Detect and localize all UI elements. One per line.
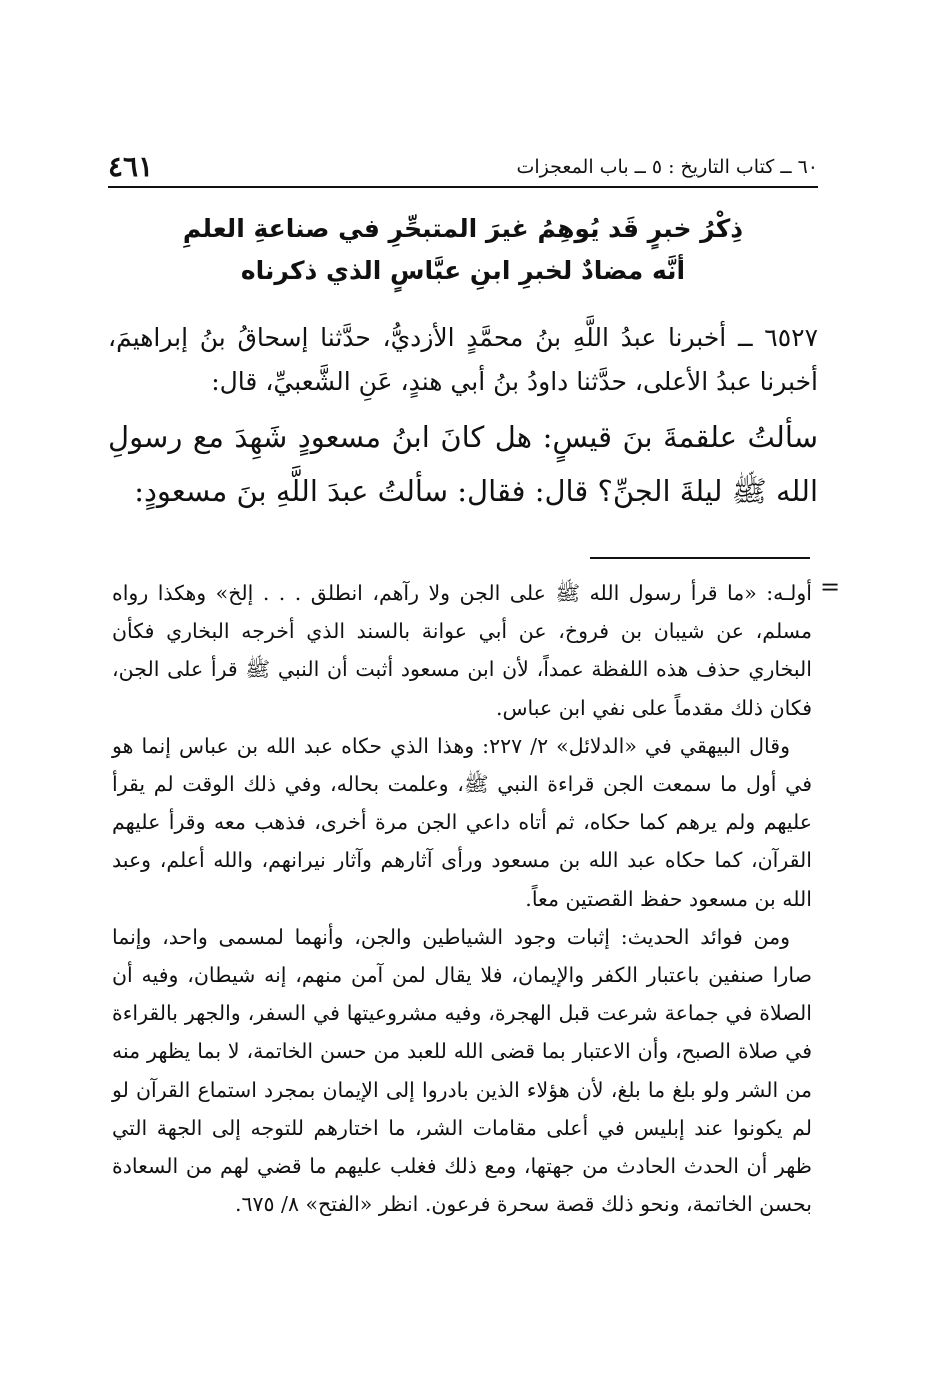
chapter-title-line-2: أنَّه مضادٌ لخبرِ ابنِ عبَّاسٍ الذي ذكرناه <box>240 256 686 285</box>
hadith-isnad: ٦٥٢٧ ــ أخبرنا عبدُ اللَّهِ بنُ محمَّدٍ الأزديُّ، حدَّثنا إسحاقُ بنُ إبراهيمَ، أخبرنا عبدُ الأعلى، حدَّثنا داودُ بنُ أبي هندٍ، عَنِ الشَّعبيِّ، قال: <box>108 323 818 396</box>
footnotes <box>112 574 812 1223</box>
header-rule <box>108 186 818 188</box>
chapter-title-line-1: ذِكْرُ خبرٍ قَد يُوهِمُ غيرَ المتبحِّرِ في صناعةِ العلمِ <box>182 214 744 243</box>
chapter-title <box>108 208 818 292</box>
footnote-continuation-mark: = <box>820 573 841 601</box>
footnote-paragraph-3: ومن فوائد الحديث: إثبات وجود الشياطين والجن، وأنهما لمسمى واحد، وإنما صارا صنفين باعتبار الكفر والإيمان، فلا يقال لمن آمن منهم، إنه شيطان، وفيه أن الصلاة في جماعة شرعت قبل الهجرة، وفيه مشروعيتها في السفر، والجهر بالقراءة في صلاة الصبح، وأن الاعتبار بما قضى الله للعبد من حسن الخاتمة، لا بما يظهر منه من الشر ولو بلغ ما بلغ، لأن هؤلاء الذين بادروا إلى الإيمان بمجرد استماع القرآن لو لم يكونوا عند إبليس في أعلى مقامات الشر، ما اختارهم للتوجه إلى الجهة التي ظهر أن الحدث الحادث من جهتها، ومع ذلك فغلب عليهم ما قضي لهم من السعادة بحسن الخاتمة، ونحو ذلك قصة سحرة فرعون. انظر «الفتح» ٨/ ٦٧٥. <box>112 924 812 1217</box>
footnote-separator <box>590 557 810 559</box>
hadith-block <box>108 316 818 518</box>
hadith-matn: سألتُ علقمةَ بنَ قيسٍ: هل كانَ ابنُ مسعودٍ شَهِدَ مع رسولِ الله ﷺ ليلةَ الجنِّ؟ قال: فقال: سألتُ عبدَ اللَّهِ بنَ مسعودٍ: <box>108 420 818 508</box>
footnote-paragraph-1: أولـه: «ما قرأ رسول الله ﷺ على الجن ولا رآهم، انطلق . . . إلخ» وهكذا رواه مسلم، عن شيبان بن فروخ، عن أبي عوانة بالسند الذي أخرجه البخاري فكأن البخاري حذف هذه اللفظة عمداً، لأن ابن مسعود أثبت أن النبي ﷺ قرأ على الجن، فكان ذلك مقدماً على نفي ابن عباس. <box>112 581 812 720</box>
page-header <box>108 142 818 182</box>
running-head: ٦٠ ــ كتاب التاريخ : ٥ ــ باب المعجزات <box>516 156 818 178</box>
footnote-paragraph-2: وقال البيهقي في «الدلائل» ٢/ ٢٢٧: وهذا الذي حكاه عبد الله بن عباس إنما هو في أول ما سمعت الجن قراءة النبي ﷺ، وعلمت بحاله، وفي ذلك الوقت لم يقرأ عليهم ولم يرهم كما حكاه، ثم أتاه داعي الجن مرة أخرى، فذهب معه وقرأ عليهم القرآن، كما حكاه عبد الله بن مسعود ورأى آثارهم وآثار نيرانهم، والله أعلم، وعبد الله بن مسعود حفظ القصتين معاً. <box>112 733 812 911</box>
page-number: ٤٦١ <box>108 150 154 183</box>
